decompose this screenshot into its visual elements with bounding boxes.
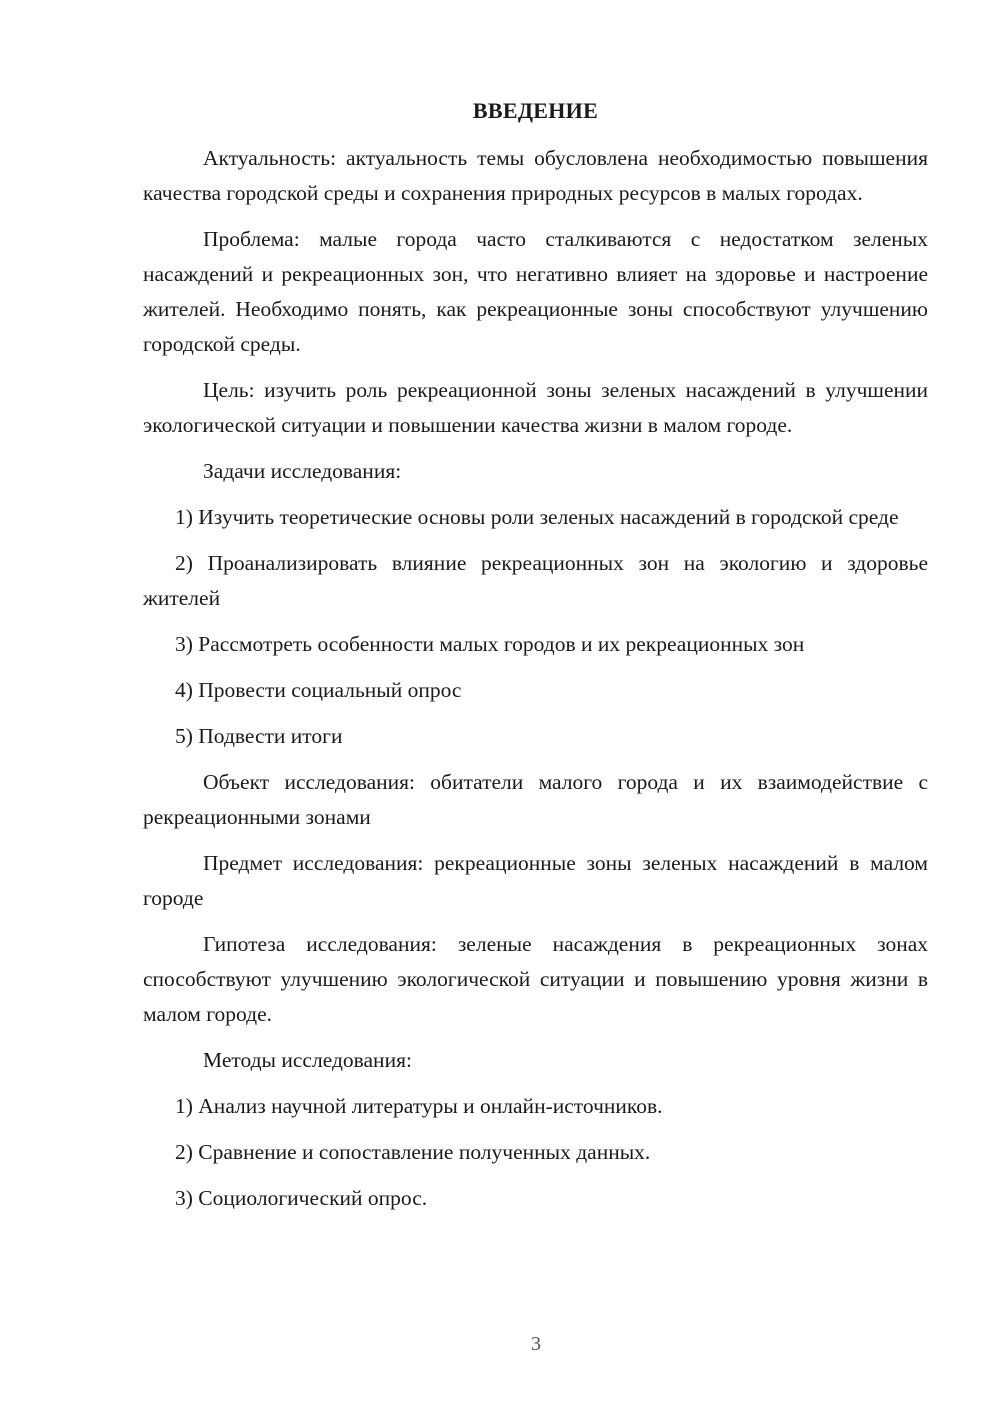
- task-item: 3) Рассмотреть особенности малых городов и их рекреационных зон: [175, 632, 805, 656]
- page-number: 3: [531, 1333, 541, 1355]
- task-item: 4) Провести социальный опрос: [175, 678, 462, 702]
- problem-paragraph: Проблема: малые города часто сталкиваются с недостатком зеленых насаждений и рекреационных зон, что негативно влияет на здоровье и настроение жителей. Необходимо понять, как рекреационные зоны способствуют улучшению городской среды.: [143, 227, 928, 356]
- document-page: [143, 93, 928, 1227]
- task-item: 5) Подвести итоги: [175, 724, 343, 748]
- subject-paragraph: Предмет исследования: рекреационные зоны зеленых насаждений в малом городе: [143, 851, 928, 910]
- task-item: 1) Изучить теоретические основы роли зеленых насаждений в городской среде: [175, 505, 899, 529]
- page-title: ВВЕДЕНИЕ: [472, 98, 599, 123]
- hypothesis-paragraph: Гипотеза исследования: зеленые насаждения в рекреационных зонах способствуют улучшению экологической ситуации и повышению уровня жизни в малом городе.: [143, 932, 928, 1026]
- method-item: 2) Сравнение и сопоставление полученных данных.: [175, 1140, 651, 1164]
- object-paragraph: Объект исследования: обитатели малого города и их взаимодействие с рекреационными зонами: [143, 770, 928, 829]
- method-item: 1) Анализ научной литературы и онлайн-источников.: [175, 1094, 663, 1118]
- task-item: 2) Проанализировать влияние рекреационных зон на экологию и здоровье жителей: [143, 551, 928, 610]
- tasks-label: Задачи исследования:: [203, 459, 402, 483]
- methods-label: Методы исследования:: [203, 1048, 412, 1072]
- relevance-paragraph: Актуальность: актуальность темы обусловлена необходимостью повышения качества городской среды и сохранения природных ресурсов в малых городах.: [143, 146, 928, 205]
- goal-paragraph: Цель: изучить роль рекреационной зоны зеленых насаждений в улучшении экологической ситуации и повышении качества жизни в малом городе.: [143, 378, 928, 437]
- method-item: 3) Социологический опрос.: [175, 1186, 428, 1210]
